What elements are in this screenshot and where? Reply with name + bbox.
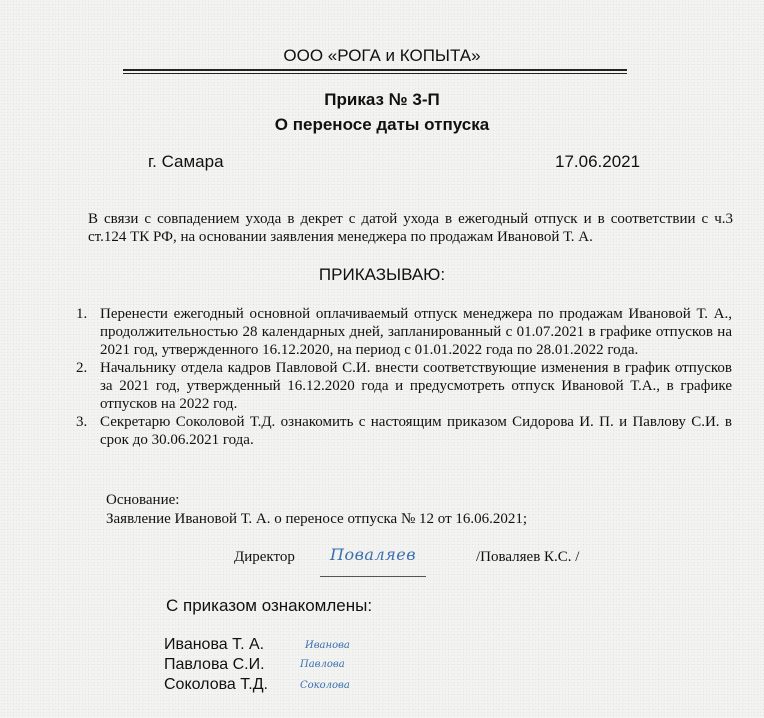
order-items-list bbox=[76, 305, 732, 449]
order-date: 17.06.2021 bbox=[555, 152, 641, 171]
ack-person-name: Иванова Т. А. bbox=[164, 636, 265, 653]
acknowledgement-heading: С приказом ознакомлены: bbox=[166, 596, 373, 615]
organization-name: ООО «РОГА и КОПЫТА» bbox=[283, 46, 481, 65]
basis-label: Основание: bbox=[106, 492, 180, 508]
order-word: ПРИКАЗЫВАЮ: bbox=[318, 265, 446, 284]
list-item-number: 3. bbox=[76, 414, 88, 430]
city: г. Самара bbox=[148, 152, 224, 171]
order-title: Приказ № 3-П bbox=[324, 90, 440, 109]
header-double-rule-bottom bbox=[123, 73, 627, 74]
basis-text: Заявление Ивановой Т. А. о переносе отпуска № 12 от 16.06.2021; bbox=[106, 511, 528, 527]
ack-person-signature: Иванова bbox=[305, 640, 350, 651]
ack-person-name: Соколова Т.Д. bbox=[164, 676, 268, 693]
list-item-number: 2. bbox=[76, 360, 88, 376]
list-item-text: Начальнику отдела кадров Павловой С.И. внести соответствующие изменения в график отпусков за 2021 год, утвержденный 16.12.2020 года и предусмотреть отпуск Ивановой Т.А., в графике отпусков на 2022 год. bbox=[100, 360, 732, 412]
list-item bbox=[76, 305, 732, 359]
list-item bbox=[76, 413, 732, 449]
director-name: /Поваляев К.С. / bbox=[476, 549, 580, 565]
ack-person-name: Павлова С.И. bbox=[164, 656, 265, 673]
director-title: Директор bbox=[234, 549, 295, 565]
signature-line bbox=[320, 576, 426, 577]
ack-person-signature: Соколова bbox=[300, 680, 350, 691]
order-subject: О переносе даты отпуска bbox=[274, 115, 490, 134]
intro-paragraph: В связи с совпадением ухода в декрет с датой ухода в ежегодный отпуск и в соответствии с ч.3 ст.124 ТК РФ, на основании заявления менеджера по продажам Ивановой Т. А. bbox=[88, 211, 733, 245]
director-signature: Поваляев bbox=[330, 545, 416, 564]
ack-person-signature: Павлова bbox=[300, 659, 345, 670]
list-item bbox=[76, 359, 732, 413]
list-item-number: 1. bbox=[76, 306, 88, 322]
list-item-text: Перенести ежегодный основной оплачиваемый отпуск менеджера по продажам Ивановой Т. А., продолжительностью 28 календарных дней, запланированный с 01.07.2021 в графике отпусков на 2021 год, утвержденного 16.12.2020, на период с 01.01.2022 года по 28.01.2022 года. bbox=[100, 306, 732, 358]
list-item-text: Секретарю Соколовой Т.Д. ознакомить с настоящим приказом Сидорова И. П. и Павлову С.И. в срок до 30.06.2021 года. bbox=[100, 414, 732, 448]
header-double-rule-top bbox=[123, 69, 627, 71]
